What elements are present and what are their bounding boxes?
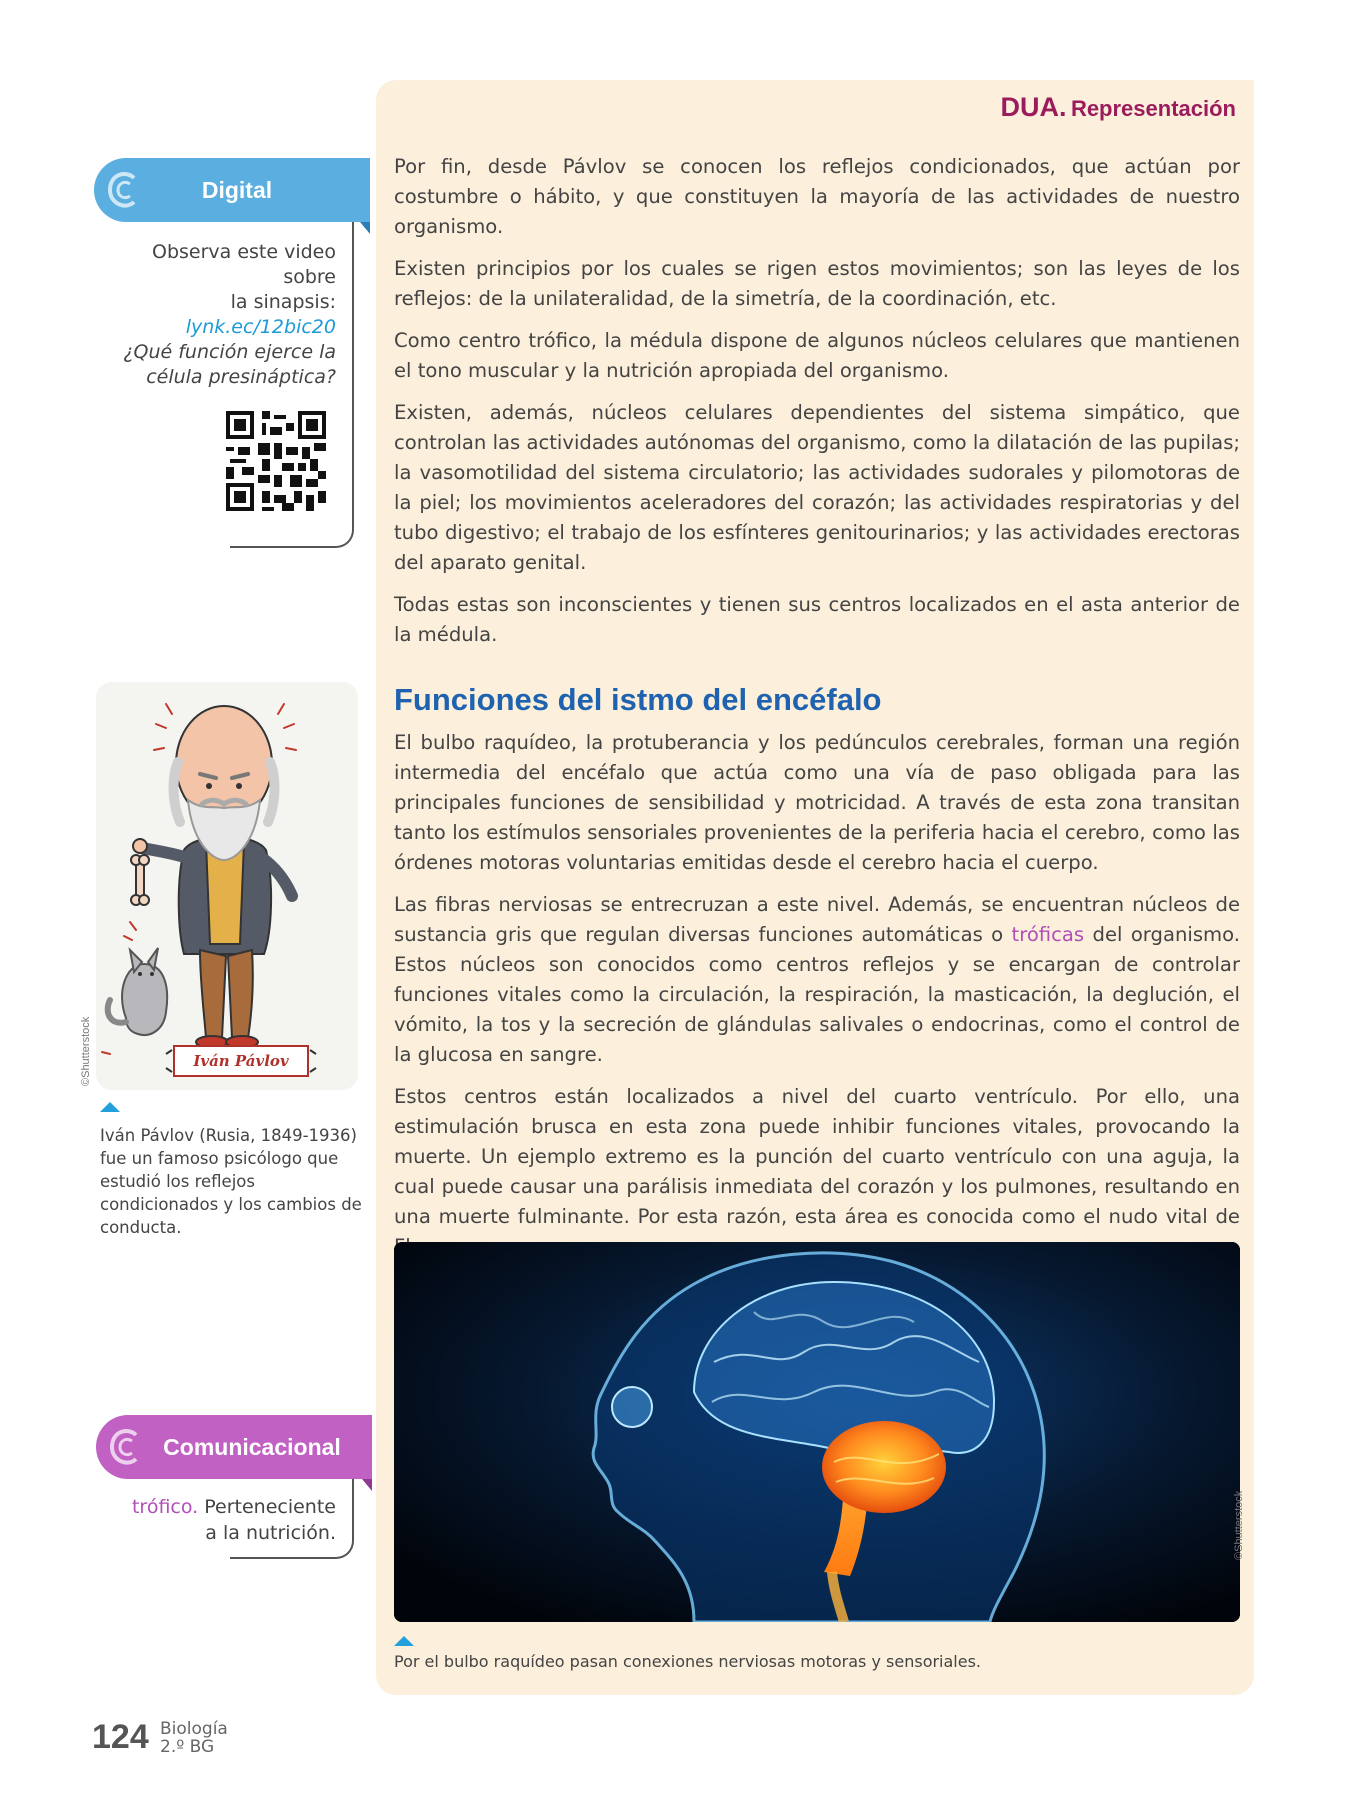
book-grade: 2.º BG [160,1737,215,1757]
image-credit: ©Shutterstock [1233,1490,1245,1560]
dua-rest: Representación [1070,96,1236,121]
paragraph: Todas estas son inconscientes y tienen sus centros localizados en el asta anterior de la médula. [394,593,1240,646]
c-logo-icon [108,1427,144,1467]
pavlov-illustration [96,682,358,1090]
paragraph: Por fin, desde Pávlov se conocen los reflejos condicionados, que actúan por costumbre o hábito, y que constituyen la mayoría de las actividades de nuestro organismo. [394,155,1240,238]
paragraph: Existen principios por los cuales se rigen estos movimientos; son las leyes de los reflejos: de la unilateralidad, de la simetría, de la coordinación, etc. [394,257,1240,310]
caption-arrow-icon [394,1636,414,1646]
caption-arrow-icon [100,1102,120,1112]
brain-image [394,1242,1240,1622]
main-text [394,152,1240,1274]
digital-tab [94,158,370,222]
brain-caption: Por el bulbo raquídeo pasan conexiones nerviosas motoras y sensoriales. [394,1652,982,1671]
paragraph: Existen, además, núcleos celulares dependientes del sistema simpático, que controlan las actividades autónomas del organismo, como la dilatación de las pupilas; la vasomotilidad del sistema circulatorio; las actividades sudorales y pilomotoras de la piel; los movimientos aceleradores del corazón; las actividades respiratorias y del tubo digestivo; el trabajo de los esfínteres genitourinarios; y las actividades erectoras del aparato genital. [394,401,1240,574]
paragraph-text: Las fibras nerviosas se entrecruzan a este nivel. Además, se encuentran núcleos de sustancia gris que regulan diversas funciones automáticas o [394,893,1240,946]
digital-tab-label: Digital [201,176,273,203]
pavlov-caption: Iván Pávlov (Rusia, 1849-1936) fue un famoso psicólogo que estudió los reflejos condicionados y los cambios de conducta. [100,1126,362,1237]
paragraph: Estos centros están localizados a nivel del cuarto ventrículo. Por ello, una estimulación brusca en esta zona puede inhibir funciones vitales, provocando la muerte. Un ejemplo extremo es la punción del cuarto ventrículo con una aguja, la cual puede causar una parálisis inmediata del corazón y los pulmones, resultando en una muerte fulminante. Por esta razón, esta área es conocida como el nudo vital de [394,1085,1240,1228]
name-plate-label: Iván Pávlov [193,1052,289,1070]
c-logo-icon [106,170,142,210]
glossary-term-link[interactable]: tróficas [1011,923,1085,946]
glossary-term: trófico. [131,1496,199,1518]
dua-label [996,92,1236,123]
paragraph-text: del organismo. Estos núcleos son conocidos como centros reflejos y se encargan de controlar funciones vitales como la circulación, la respiración, la masticación, la deglución, el vómito, la tos y la secreción de glándulas salivales o endocrinas, como el control de la glucosa en sangre. [394,923,1240,1066]
section-title: Funciones del istmo del encéfalo [394,682,882,717]
image-credit: ©Shutterstock [80,1016,92,1086]
digital-question: ¿Qué función ejerce la [123,341,336,363]
tab-fold [362,1479,372,1491]
paragraph [394,890,1240,1070]
digital-line: Observa este video sobre [151,241,336,288]
digital-text [96,240,336,390]
book-subject: Biología [160,1719,228,1739]
comunicacional-tab-label: Comunicacional [163,1433,341,1460]
book-info [160,1720,228,1756]
glossary-definition: a la nutrición. [205,1522,336,1544]
comunicacional-tab [96,1415,372,1479]
qr-code-icon[interactable] [226,411,326,511]
dua-strong: DUA. [1000,92,1067,122]
tab-fold [360,222,370,234]
digital-line: la sinapsis: [230,291,336,313]
glossary-entry [96,1494,336,1546]
page-number: 124 [92,1718,149,1756]
paragraph: El bulbo raquídeo, la protuberancia y los pedúnculos cerebrales, forman una región intermedia del encéfalo que actúa como una vía de paso obligada para las principales funciones de sensibilidad y motricidad. A través de esta zona transitan tanto los estímulos sensoriales provenientes de la periferia hacia el cerebro, como las órdenes motoras voluntarias emitidas desde el cerebro hacia el cuerpo. [394,731,1240,874]
glossary-definition: Perteneciente [198,1496,336,1518]
paragraph: Como centro trófico, la médula dispone de algunos núcleos celulares que mantienen el tono muscular y la nutrición apropiada del organismo. [394,329,1240,382]
digital-question: célula presináptica? [146,366,336,388]
video-link[interactable]: lynk.ec/12bic20 [185,316,336,338]
